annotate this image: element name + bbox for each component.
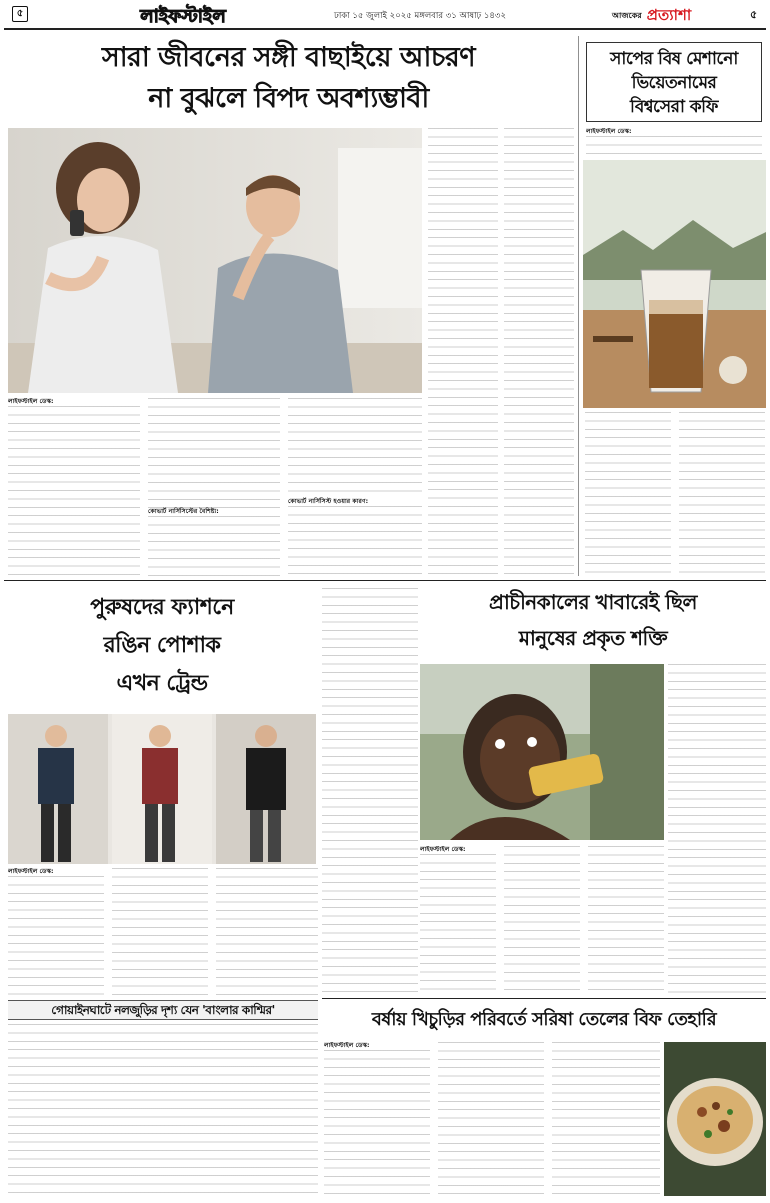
mens-fashion-body [8,868,318,996]
dateline: ঢাকা ১৫ জুলাই ২০২৫ মঙ্গলবার ৩১ আষাঢ় ১৪৩২ [334,11,506,21]
tehari-body [324,1042,660,1196]
companion-column-2 [148,398,280,576]
mens-fashion-headline-line1: পুরুষদের ফ্যাশনে [90,594,234,620]
section-rule-1 [4,580,766,581]
mens-fashion-headline-line2: রঙিন পোশাক [103,632,221,658]
companion-headline [6,38,571,128]
section-rule-2 [322,998,766,999]
ancient-food-headline-line1: প্রাচীনকালের খাবারেই ছিল [489,590,697,614]
ancient-food-side-column [668,664,766,996]
section-name: লাইফস্টাইল [140,6,226,27]
tehari-headline-text: বর্ষায় খিচুড়ির পরিবর্তে সরিষা তেলের বিফ তেহারি [371,1009,717,1030]
coffee-headline-line2: ভিয়েতনামের [631,73,717,93]
mens-fashion-right-column [322,588,418,996]
ancient-food-headline [420,584,766,662]
ancient-food-kicker: লাইফস্টাইল ডেস্ক: [420,846,466,853]
masthead-rule [4,28,766,30]
ancient-food-photo [420,664,664,840]
coffee-kicker: লাইফস্টাইল ডেস্ক: [586,128,632,135]
coffee-headline-line1: সাপের বিষ মেশানো [610,49,738,69]
goyainghat-body [8,1024,318,1196]
mens-fashion-kicker: লাইফস্টাইল ডেস্ক: [8,868,54,875]
companion-column-1-text [8,406,140,576]
companion-headline-line1: সারা জীবনের সঙ্গী বাছাইয়ে আচরণ [101,42,476,73]
goyainghat-headline: গোয়াইনঘাটে নলজুড়ির দৃশ্য যেন 'বাংলার কাশ্মির' [51,1003,275,1017]
mens-fashion-photo [8,714,316,864]
page-number-badge: ৫ [12,6,28,22]
companion-column-1 [8,398,140,576]
companion-photo [8,128,422,393]
companion-right-columns [428,128,574,576]
page-number-right: ৫ [750,8,758,21]
companion-body [8,398,422,576]
tehari-photo [664,1042,766,1196]
coffee-photo [583,160,766,408]
companion-kicker-1: লাইফস্টাইল ডেস্ক: [8,398,54,405]
coffee-body-lower [585,412,765,576]
masthead [0,0,770,28]
mens-fashion-headline-line3: এখন ট্রেন্ড [116,670,208,696]
paper-name: প্রত্যাশা [646,6,692,24]
ancient-food-body [420,846,664,996]
ancient-food-headline-line2: মানুষের প্রকৃত শক্তি [518,626,668,650]
companion-headline-line2: না বুঝলে বিপদ অবশ্যম্ভাবী [148,83,429,114]
coffee-headline-box [586,42,762,122]
companion-kicker-3: কোভার্ট নার্সিসিস্ট হওয়ার কারণ: [288,498,369,505]
companion-column-3 [288,398,422,576]
tehari-headline [322,1002,766,1040]
goyainghat-headline-bar [8,1000,318,1020]
companion-kicker-2: কোভার্ট নার্সিসিস্টের বৈশিষ্ট্য: [148,508,219,515]
mens-fashion-headline [6,588,318,708]
paper-logo [612,4,747,24]
coffee-headline-line3: বিশ্বসেরা কফি [630,97,718,117]
tehari-kicker: লাইফস্টাইল ডেস্ক: [324,1042,370,1049]
paper-name-prefix: আজকের [612,11,642,20]
column-divider [578,36,579,576]
